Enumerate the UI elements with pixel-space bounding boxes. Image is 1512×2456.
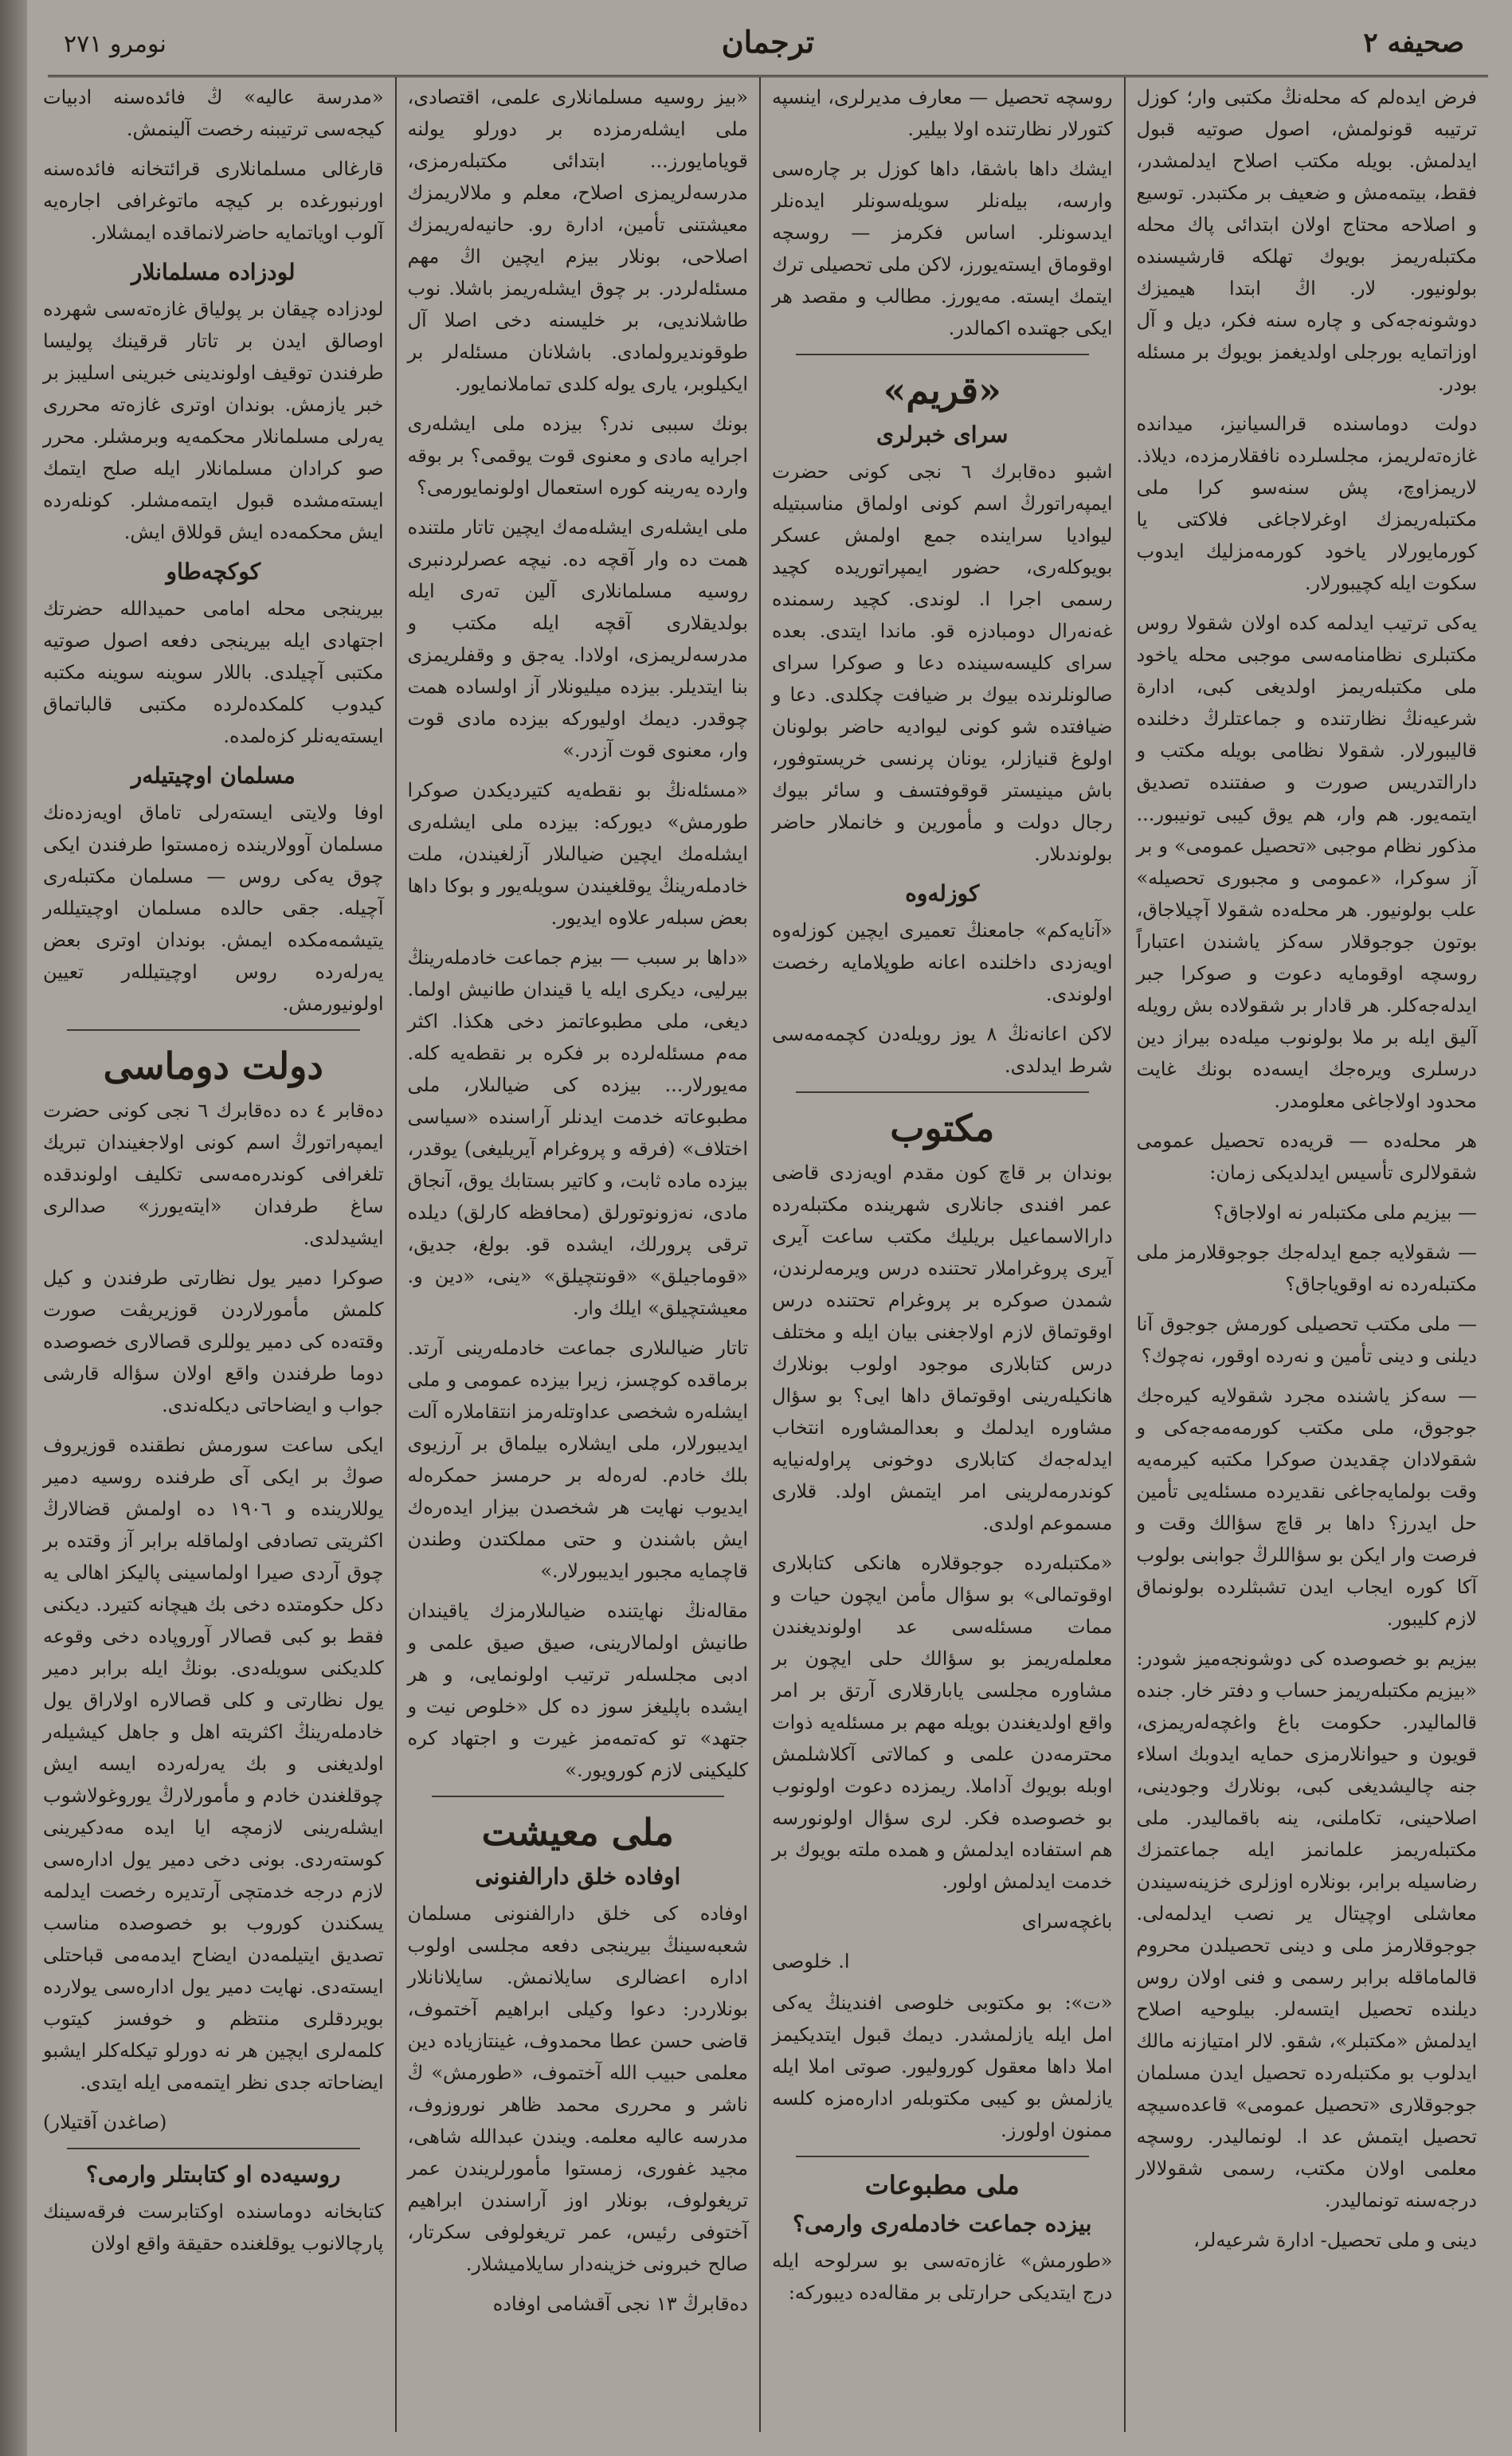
paragraph: يەكى ترتيب ايدلمە كدە اولان شقولا روس مكتبلرى نظامنامەسى موجبى محلە ياخود ملى مكتبلەريمز اولديغى كبى، ادارة شرعيەنڭ نظارتندە و جماعتلرڭ دخلندە قاليبورلار. شقولا نظامى بويلە مكتب و دارالتدريس صورت و صفتندە تصديق ايتمەيور. هم وار، هم يوق كيبى تونيبور... مذكور نظام موجبى «تحصيل عمومى» و بر آز سوكرا، «عمومى و مجبورى تحصيلە» علب بولونيور. هر محلەدە شقولا آچيلاجاق، بوتون جوجوقلار سەكز ياشندن اعتباراً روسچە اوقومايە دعوت و صوكرا جبر ايدلەجەكلر. هر قادار بر شقولادە بش رويلە آليق ايلە بر ملا بولونوب ميلەدە بيراز دين درسلرى ويرەجك ايسەدە بونك غايت محدود اولاجاغى معلومدر. xyxy=(1136,612,1477,1112)
paragraph: فرض ايدەلم كە محلەنڭ مكتبى وار؛ كوزل ترتيبە قونولمش، اصول صوتيە قبول ايدلمش. بويلە مكتب اصلاح ايدلمشدر، فقط، بيتمەمش و ضعيف بر مكتبدر. توسيع و اصلاحە محتاج اولان ابتدائى پاك محلە مكتبلەريمز بويوك تهلكە قارشيسندە بولونيور. لار. اڭ ابتدا هيميزك دوشونەجەكى و چارە سنە فكر، ديل و آل اوزاتمايە بورجلى اولديغمز بويوك بر مسئلە بودر. xyxy=(1136,86,1477,395)
signature: ا. خلوصى xyxy=(772,1950,850,1972)
subheading-kozleve: كوزلەوە xyxy=(905,880,980,907)
paragraph: روسچە تحصيل — معارف مديرلرى، اينسپە كتورلار نظارتندە اولا بيلير. xyxy=(772,86,1113,140)
divider xyxy=(67,2148,360,2149)
page-edge xyxy=(0,0,27,2456)
paragraph: اوفادە كى خلق دارالفنونى مسلمان شعبەسينڭ بيرينجى دفعە مجلسى اولوب اداره اعضالرى سايلانمش. سايلانانلار بونلاردر: دعوا وكيلى ابراهيم آختموف، قاضى حسن عطا محمدوف، غينتازيادە دين معلمى حبيب الله آختموف، «طورمش» ڭ ناشر و محررى محمد ظاهر نوروزوف، مدرسە عاليە معلمە. ويندن عبدالله شاهى، مجيد غفورى، زمستوا مأمورلريندن عمر تريغولوف، بونلار اوز آراسندن ابراهيم آختوفى رئيس، عمر تريغولوفى سكرتار، صالح خبرونى خزينەدار سايلاميشلار. xyxy=(407,1902,748,2275)
paragraph: كتابخانە دوماسندە اوكتابرست فرقەسينك پارچالانوب يوقلغندە حقيقة واقع اولان xyxy=(43,2200,384,2254)
section-heading-state-duma: دولت دوماسى xyxy=(103,1044,323,1087)
paragraph: دولت دوماسندە قرالسيانيز، ميداندە غازەتەلريمز، مجلسلرده نافقلارمزده، ديلاذ. لاريمزاوچ، پش سنەسو كرا ملى مكتبلەريمزك اوغرلاجاغى فلاكتى يا كورمايورلار ياخود كورمەمزليك ايدوب سكوت ايلە كچيبورلار. xyxy=(1136,413,1477,594)
divider xyxy=(67,1029,360,1031)
subheading-lodz: لودزاده مسلمانلار xyxy=(131,259,296,285)
paragraph: اوفا ولايتى ايستەرلى تاماق اويەزدەنك مسلمان آوولاريندە زەمستوا طرفندن ايكى چوق يەكى روس — مسلمان مكتبلەرى آچيلە. جقى حالدە مسلمان اوچيتيللەر يتيشمەمكدە ايمش. بوندان اوترى بعض يەرلەردە روس اوچيتيللەر تعيين اولونيورمش. xyxy=(43,801,384,1015)
section-heading-letter: مكتوب xyxy=(890,1107,995,1150)
section-heading-crimea: «قريم» xyxy=(883,369,1001,412)
section-heading-national-press: ملى مطبوعات xyxy=(864,2170,1020,2200)
paragraph: لودزاده چيقان بر پولياق غازەتەسى شهرده اوصالق ايدن بر تاتار قرقينك پوليسا طرفندن توقيف اولوندينى خبرينى اسليبز بر خبر يازمش. بوندان اوترى غازەتە محررى يەرلى مسلمانلار محكمەيە وبرمشلر. محرر صو كرادان مسلمانلار ايلە صلح ايتمك ايستەمشدە قبول ايتمەمشلر. كونلەرده ايش محكمەدە ايش قوللاق ايش. xyxy=(43,298,384,543)
paragraph: قارغالى مسلمانلارى قرائتخانە فائدەسنە اورنبورغدە بر كيچە ماتوغرافى اجارەيە آلوب اوياتمايە حاضرلانماقدە ايمشلار. xyxy=(43,158,384,244)
divider xyxy=(796,354,1089,355)
subheading-ufa-university: اوفادە خلق دارالفنونى xyxy=(475,1863,681,1890)
divider xyxy=(796,2156,1089,2157)
paragraph: — بيزيم ملى مكتبلەر نە اولاجاق؟ xyxy=(1213,1201,1477,1224)
dateline: باغچەسراى xyxy=(1021,1910,1113,1933)
paragraph: — ملى مكتب تحصيلى كورمش جوجوق آنا ديلنى و دينى تأمين و نەردە اوقور، نەچوك؟ xyxy=(1136,1313,1477,1367)
paragraph: دەقابر ٤ دە دەقابرك ٦ نجى كونى حضرت ايمپەراتورڭ اسم كونى اولاجغيندان تبريك تلغرافى كوندرەمەسى تكليف اولوندقدە ساغ طرفدان «ايتەيورز» صدالرى ايشيدلدى. xyxy=(43,1099,384,1249)
paragraph: «آنايەكم» جامعنڭ تعميرى ايچين كوزلەوە اويەزدى داخلندە اعانە طوپلامايە رخصت اولوندى. xyxy=(772,919,1113,1005)
subheading-public-servants: بيزدە جماعت خادملەرى وارمى؟ xyxy=(793,2211,1092,2237)
paragraph: «داها بر سبب — بيزم جماعت خادملەرينڭ بيرليى، ديكرى ايلە يا قيندان طانيش اولما. ديغى، ملى مطبوعاتمز دخى هكذا. اكثر مەم مسئلەلردە بر فكرە بر نقطەيە كلە. مەيورلار... بيزدە كى ضيالىلار، ملى مطبوعاتە خدمت ايدنلر آراسندە «سياسى اختلاف» (فرقە و پروغرام آيريليغى) يوقدر، بيزدە ماده ثابت، و كاتير بستابك يوق، آنجاق مادى، نەزونوتورلق (محافظە كارلق) ديلدە ترقى پرورلك، ايشدە قو. بولغ، جديق، «قوماجيلق» «قونتچيلق» «ينى، «دين و. معيشتچيلق» ايلك وار. xyxy=(407,946,748,1319)
paragraph: «مسئلەنڭ بو نقطەيە كتيرديكدن صوكرا طورمش» ديوركە: بيزده ملى ايشلەرى ايشلەمك ايچين ضيالىلار آزلغيندن، ملت خادملەرينڭ يوقلغيندن سويلەيور و بوكا داها بعض سبلەر علاوه ايديور. xyxy=(407,779,748,929)
subheading-kokchetav: كوكچەطاو xyxy=(166,558,261,585)
paragraph: «ت»: بو مكتوبى خلوصى افندينڭ يەكى امل ايلە يازلمشدر. ديمك قبول ايتديكيمز املا داها معقول كوروليور. صوتى املا ايلە يازلمش بو كيبى مكتوبلەر ادارەمزە كلسە ممنون اولورز. xyxy=(772,1992,1113,2141)
column-2 xyxy=(759,76,1124,2432)
paragraph: — شقولايە جمع ايدلەجك جوجوقلارمز ملى مكتبلەردە نە اوقوياجاق؟ xyxy=(1136,1241,1477,1295)
subheading-palace-news: سراى خبرلرى xyxy=(876,421,1009,448)
paragraph: هر محلەدە — قريەدە تحصيل عمومى شقولالرى تأسيس ايدلديكى زمان: xyxy=(1136,1130,1477,1184)
article-columns xyxy=(32,76,1488,2432)
issue-number: نومرو ٢٧١ xyxy=(64,30,166,58)
paragraph: لاكن اعانەنڭ ٨ يوز رويلەدن كچمەمەسى شرط ايدلدى. xyxy=(772,1023,1113,1077)
subheading-muslim-teachers: مسلمان اوچيتيلەر xyxy=(131,762,296,789)
column-1 xyxy=(1124,76,1489,2432)
column-4 xyxy=(32,76,395,2432)
divider xyxy=(432,1796,725,1797)
masthead xyxy=(48,19,1488,77)
paragraph: صوكرا دمير يول نظارتى طرفندن و كيل كلمش مأمورلاردن قوزيريڤت صورت وقتەدە كى دمير يوللرى قصالارى خصوصدە دوما طرفندن واقع اولان سؤالە قارشى جواب و ايضاحاتى ديكلەندى. xyxy=(43,1267,384,1416)
paragraph: دينى و ملى تحصيل- ادارة شرعيەلر، xyxy=(1193,2229,1477,2251)
paragraph: بوندان بر قاچ كون مقدم اويەزدى قاضى عمر افندى جانلارى شهرينده مكتبلەرده دارالاسماعيل بريليك مكتب ساعت آيرى آيرى پروغراملار تحتندە درس ويرمەلرندن، شمدن صوكرە بر پروغرام تحتندە درس اوقوتماق لازم اولاجغنى بيان ايلە و مختلف درس كتابلارى موجود اولوب بونلارك هانكيلەرينى اوقوتماق داها ايى؟ بو سؤال مشاوره ايدلمك و بعدالمشاوره انتخاب ايدلەجەك كتابلارى دوخونى پراولەنيايە كوندرمەلرينى امر ايتمش اولد. قلارى مسموعم اولدى. xyxy=(772,1161,1113,1534)
paragraph: بيرينجى محلە امامى حميدالله حضرتك اجتهادى ايلە بيرينجى دفعە اصول صوتيە مكتبى آچيلدى. باللار سوينە سوينە مكتبە كيدوب كلمكدەلردە مكتبى قالباتماق ايستەيەنلر كزەلمدە. xyxy=(43,597,384,747)
paragraph: تاتار ضيالىلارى جماعت خادملەرينى آرتد. برماقدە كوچسز، زيرا بيزدە عمومى و ملى ايشلەرە شخصى عداوتلەرمز انتقاملارە آلت ايديبورلار، ملى ايشلارە بيلماق بر آرزيوى بلك خادم. لەرەلە بر حرمسز حمكرەلە ايديوب نهايت هر شخصدن بيزار ايدەرەك ايش باشندن و حتى مملكتدن وطندن قاچمايە مجبور ايديبورلار.» xyxy=(407,1337,748,1582)
column-3 xyxy=(395,76,760,2432)
paragraph: ايكى ساعت سورمش نطقندە قوزيروف صوڭ بر ايكى آى طرفندە روسيە دمير يوللارينده و ١٩٠٦ دە اولمش قضالارڭ اكثريتى تصادفى اولماقلە برابر آز وقتدە بر چوق آردى صيرا اولماسينى پاليكز اهالى يە دكل حكومتدە دخى بك هيچانە كتيرد. ديكنى فقط بو كبى قصالار آوروپادە دخى وقوعە كلديكنى سويلەدى. بونڭ ايلە برابر دمير يول نظارتى و كلى قصالارە اولاراق يول خادملەرينڭ اكثريتە اهل و جاهل كيشيلەر اولديغنى و بك يەرلەردە ايسە ايش چوقلغندن خادم و مأمورلارڭ يوروغولاشوب ايشلەرينى لازمچە ايا ايده مەدكيرينى كوستەردى. بونى دخى دمير يول ادارەسى لازم درجە خدمتچى آرتديرە رخصت ايدلمە يسكندن كوروب بو خصوصدە مناسب تصديق ايتيلمەدن ايضاح ايدمەمى قباحتلى ايستەدى. نهايت دمير يول ادارەسى يولاردە بويردقلرى منتظم و خوفسز كيتوب كلمەلرى ايچين هر نە دورلو تيكلەكلر ايشبو ايضاحاتە جدى نظر ايتمەمى ايلە ايتدى. xyxy=(43,1434,384,2094)
paragraph: ايشك داها باشقا، داها كوزل بر چارەسى وارسه، بيلەنلر سويلەسونلر ايدەنلر ايدسونلر. اساس فكرمز — روسچە اوقوماق ايستەيورز، لاكن ملى تحصيلى ترك ايتمك ايستە. مەيورز. مطالب و مقصد هر ايكى جهتىدە اكمالدر. xyxy=(772,158,1113,339)
paragraph: اشبو دەقابرك ٦ نجى كونى حضرت ايمپەراتورڭ اسم كونى اولماق مناسبتيلە ليواديا سراينده جمع اولمش عسكر بويوكلەرى، حضور ايمپراتوريدە كچيد رسمى اجرا ا. لوندى. كچيد رسمندە غەنەرال دومبادزه قو. ماندا ايتدى. بعده سراى كليسەسيندە دعا و صوكرا سراى صالونلرندە بيوك بر ضيافت چكلدى. دعا و ضيافتدە شو كونى ليواديە حاضر بولونان اولوغ قنيازلر، يونان پرنسى خريستوفور، باش مينيستر قوقوفتسف و سائر بيوك رجال دولت و مأمورين و خانملار حاضر بولوندىلار. xyxy=(772,460,1113,865)
paragraph: «مدرسة عاليە» ڭ فائدەسنە ادبيات كيجەسى ترتيبنە رخصت آلينمش. xyxy=(43,86,384,140)
paragraph: ملى ايشلەرى ايشلەمەك ايچين تاتار ملتندە همت دە وار آقچە دە. نيچە عصرلردنبرى روسيە مسلمانلارى آلين تەرى ايلە بولديقلارى آقچە ايلە مكتب و مدرسەلريمزى، اولادا. يەجق و وقفلريمزى بنا ايتديلر. بيزدە ميليونلار آز اولسادە همت چوقدر. ديمك اوليوركە بيزدە مادى قوت وار، معنوى قوت آزدر.» xyxy=(407,516,748,762)
paragraph: بونك سببى ندر؟ بيزدە ملى ايشلەرى اجرايە مادى و معنوى قوت يوقمى؟ بر بوقە وارده يەرينە كورە استعمال اولونمايورمى؟ xyxy=(407,413,748,499)
paragraph: مقالەنڭ نهايتندە ضيالىلارمزك ياقيندان طانيش اولمالارينى، صيق صيق علمى و ادبى مجلسلەر ترتيب اولونمايى، و هر ايشدە باپليغز سوز دە كل «خلوص نيت و جتهد» تو كەتمەمز غيرت و اجتهاد كره كليكينى لازم كورويور.» xyxy=(407,1600,748,1781)
newspaper-title: ترجمان xyxy=(721,24,815,60)
paragraph: دەقابرڭ ١٣ نجى آقشامى اوفادە xyxy=(492,2293,748,2315)
divider xyxy=(796,1091,1089,1093)
paragraph: «طورمش» غازەتەسى بو سرلوحە ايلە درج ايتديكى حرارتلى بر مقالەدە ديبوركە: xyxy=(772,2250,1113,2304)
paragraph: «بيز روسيە مسلمانلارى علمى، اقتصادى، ملى ايشلەرمزدە بر دورلو يولنە قويامايورز... ابتدائى مكتبلەرمزى، مدرسەلريمزى اصلاح، معلم و ملالاريمزك معيشتنى تأمين، ادارة رو. حانيەلەريمزك اصلاحى، بونلار بيزم ايچين اڭ مهم مسئلەلردر. بر چوق ايشلەريمز باشلا. نوب طاشلانديى، بر خليسنە دخى اصلا آل طوقونديرولمادى. باشلانان مسئلەلر بر ايكيلوبر، يارى يولە كلدى تماملانمايور. xyxy=(407,86,748,395)
paragraph: «مكتبلەرده جوجوقلارە هانكى كتابلارى اوقوتمالى» بو سؤال مأمن ايچون حيات و ممات مسئلەسى عد اولونديغندن معلملەريمز بو سؤالك حلى ايچون بر مشاوره مجلسى يابارقلارى آرتق بر امر واقع اولديغندن بويلە مهم بر مسئلەيە ذوات محترمەدن علمى و كمالاتى آكلاشلمش اوبلە بويوك آداملا. ريمزدە دعوت اولونوب بو خصوصدە فكر. لرى سؤال اولونورسە هم استفادە ايدلمش و همدە ملتە بويوك بر خدمت ايدلمش اولور. xyxy=(772,1552,1113,1893)
paragraph: — سەكز ياشندە مجرد شقولايە كيرەجك جوجوق، ملى مكتب كورمەمەجەكى و شقولادان چقديدن صوكرا مكتبە كيرمەيە وقت بولمايەجاغى نقديرده مسئلەيى تأمين حل ايدرز؟ داها بر قاچ سؤالك وقت و فرصت وار ايكن بو سؤاللرڭ جوابنى بولوب آكا كورە ايجاب ايدن تشبثلرده بولونماق لازم كليبور. xyxy=(1136,1385,1477,1630)
signature: (صاغدن آقتيلار) xyxy=(43,2111,167,2133)
section-heading-national-life: ملى معيشت xyxy=(481,1811,674,1854)
subheading-books: روسيەدە او كتابىتلر وارمى؟ xyxy=(86,2161,341,2188)
page-number: صحيفه ٢ xyxy=(1363,27,1464,59)
paragraph: بيزيم بو خصوصدە كى دوشونجەميز شودر: «بيزيم مكتبلەريمز حساب و دفتر خار. جندە قالماليدر. حكومت باغ واغچەلەريمزى، قويون و حيوانلارمزى حمايە ايدوبك اسلاء جنە چاليشديغى كبى، بونلارك وجودينى، اصلاحينى، تكاملنى، ينە باقماليدر. ملى مكتبلەريمز علمانمز ايلە جماعتمزك رضاسيلە برابر، بونلاره اوزلرى خزينەسيندن معاشلى اوچيتال ير نصب ايدلمەلى. جوجوقلارمز ملى و دينى تحصيلدن محروم قالماماقلە برابر رسمى و فنى اولان روس ديلندە تحصيل ايتسەلر. بيلوحيە اصلاح ايدلمش «مكتبلر»، شقو. لالر امتيازنە مالك ايدلوب بو مكتبلەردە تحصيل ايدن مسلمان جوجوقلارى «تحصيل عمومى» قاعدەسيچە تحصيل ايتمش عد ا. لونماليدر. روسچە معلمى اولان مكتب، رسمى شقولالار درجەسنە تونماليدر. xyxy=(1136,1647,1477,2211)
